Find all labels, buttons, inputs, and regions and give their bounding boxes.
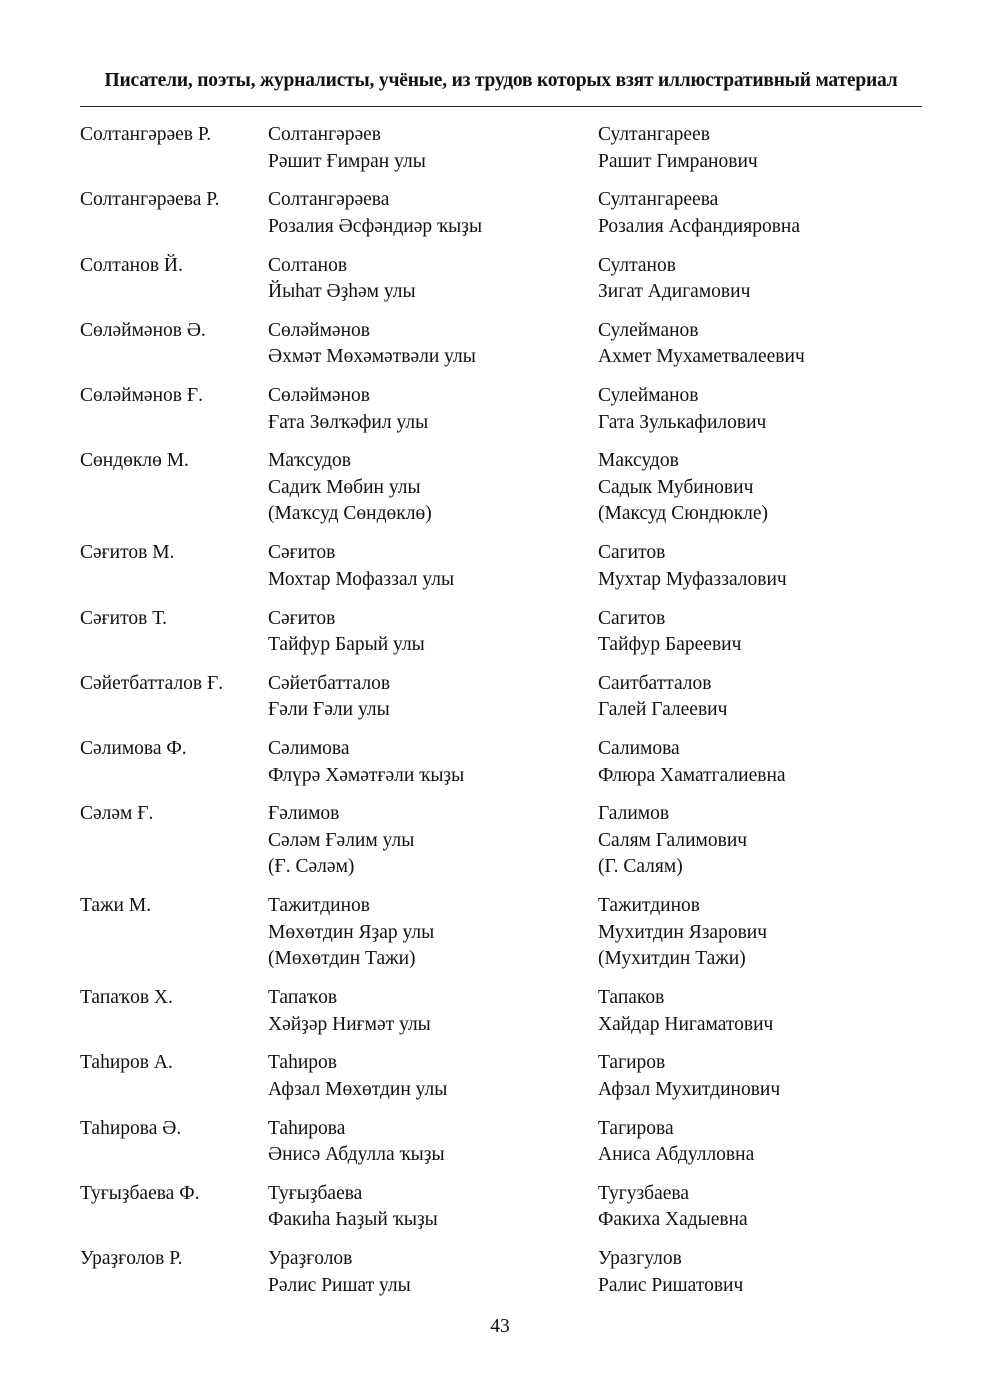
author-short-name: Сәләм Ғ. [80,803,154,825]
native-name-line: Таһирова [268,1117,346,1139]
russian-name-line: Салимова [598,738,680,760]
page-header [80,66,922,107]
russian-name-line: Султангареев [598,124,710,145]
author-native-full-name [268,253,598,306]
native-name-line: Солтанов [268,254,348,276]
author-russian-full-name [598,318,928,371]
author-native-full-name [268,448,598,528]
author-native-full-name [268,540,598,593]
native-name-line: Ураҙғолов [268,1248,353,1270]
author-native-full-name [268,606,598,659]
author-russian-full-name [598,540,928,593]
author-russian-full-name [598,383,928,436]
author-russian-full-name [598,985,928,1038]
author-entry [80,1116,940,1169]
russian-name-line: Хайдар Нигаматович [598,1013,774,1035]
author-short-name: Сөндөклө М. [80,450,189,472]
native-name-line: Тажитдинов [268,895,371,917]
author-entry [80,187,940,240]
author-russian-full-name [598,736,928,789]
native-name-line: Ғата Зөлҡәфил улы [268,411,429,433]
native-name-line: (Маҡсуд Сөндөклө) [268,503,432,525]
native-name-line: Тапаҡов [268,987,338,1009]
native-name-line: Таһиров [268,1052,337,1074]
author-russian-full-name [598,1181,928,1234]
author-entry [80,893,940,973]
native-name-line: Розалия Әсфәндиәр ҡыҙы [268,215,483,237]
native-name-line: Хәйҙәр Ниғмәт улы [268,1013,431,1035]
native-name-line: Мохтар Мофаззал улы [268,568,455,590]
author-russian-full-name [598,122,928,175]
author-native-full-name [268,318,598,371]
author-russian-full-name [598,606,928,659]
author-entry [80,801,940,881]
russian-name-line: Тапаков [598,987,665,1009]
russian-name-line: Мухтар Муфаззалович [598,568,787,590]
author-native-full-name [268,187,598,240]
russian-name-line: Салям Галимович [598,829,748,851]
author-entry [80,383,940,436]
author-entry [80,1181,940,1234]
native-name-line: Сөләймәнов [268,385,370,407]
russian-name-line: Галей Галеевич [598,699,728,721]
author-native-full-name [268,801,598,881]
author-russian-full-name [598,1050,928,1103]
author-short-name: Тапаҡов Х. [80,987,173,1009]
author-russian-full-name [598,187,928,240]
russian-name-line: Сагитов [598,607,666,629]
author-russian-full-name [598,671,928,724]
russian-name-line: (Мухитдин Тажи) [598,948,746,970]
author-russian-full-name [598,1246,928,1299]
russian-name-line: Султанов [598,254,676,276]
native-name-line: Мөхөтдин Яҙар улы [268,921,435,943]
author-native-full-name [268,383,598,436]
author-short-name: Сөләймәнов Ғ. [80,385,203,407]
author-native-full-name [268,1116,598,1169]
author-short-name: Сәғитов М. [80,542,175,564]
russian-name-line: Тагиров [598,1052,666,1074]
author-russian-full-name [598,253,928,306]
russian-name-line: Факиха Хадыевна [598,1209,748,1231]
author-entry [80,671,940,724]
native-name-line: Рәшит Ғимран улы [268,150,426,172]
russian-name-line: Султангареева [598,189,719,211]
author-short-name: Ураҙғолов Р. [80,1248,183,1270]
author-russian-full-name [598,801,928,881]
author-entry [80,253,940,306]
author-russian-full-name [598,893,928,973]
author-native-full-name [268,1181,598,1234]
russian-name-line: Флюра Хаматгалиевна [598,764,786,786]
author-entry [80,985,940,1038]
russian-name-line: Сулейманов [598,319,699,341]
author-native-full-name [268,122,598,175]
russian-name-line: Зигат Адигамович [598,281,751,303]
author-entry [80,448,940,528]
native-name-line: Маҡсудов [268,450,351,472]
author-short-name: Солтангәрәев Р. [80,124,212,145]
native-name-line: Йыһат Әҙһәм улы [268,281,416,303]
russian-name-line: Ахмет Мухаметвалеевич [598,346,805,368]
author-short-name: Сөләймәнов Ә. [80,319,206,341]
russian-name-line: Аниса Абдулловна [598,1144,755,1166]
native-name-line: Флүрә Хәмәтғәли ҡыҙы [268,764,465,786]
native-name-line: Сәләм Ғәлим улы [268,829,415,851]
russian-name-line: Афзал Мухитдинович [598,1078,781,1100]
native-name-line: Туғыҙбаева [268,1182,363,1204]
native-name-line: Афзал Мөхөтдин улы [268,1078,448,1100]
native-name-line: Солтангәрәев [268,124,382,145]
author-native-full-name [268,1246,598,1299]
author-native-full-name [268,893,598,973]
russian-name-line: Тагирова [598,1117,674,1139]
russian-name-line: Саитбатталов [598,672,712,694]
native-name-line: Әхмәт Мөхәмәтвәли улы [268,346,476,368]
author-short-name: Туғыҙбаева Ф. [80,1182,200,1204]
russian-name-line: Мухитдин Язарович [598,921,768,943]
author-short-name: Солтанов Й. [80,254,183,276]
author-entry [80,736,940,789]
author-native-full-name [268,671,598,724]
native-name-line: Сөләймәнов [268,319,370,341]
russian-name-line: Тажитдинов [598,895,701,917]
author-native-full-name [268,1050,598,1103]
native-name-line: Факиһа Һаҙый ҡыҙы [268,1209,438,1231]
author-entry [80,540,940,593]
author-short-name: Таһирова Ә. [80,1117,182,1139]
russian-name-line: Садык Мубинович [598,476,754,498]
author-short-name: Сәғитов Т. [80,607,168,629]
native-name-line: Рәлис Ришат улы [268,1274,411,1296]
russian-name-line: Гата Зулькафилович [598,411,767,433]
author-short-name: Сәлимова Ф. [80,738,187,760]
native-name-line: (Мөхөтдин Тажи) [268,948,416,970]
native-name-line: Ғәлимов [268,803,340,825]
native-name-line: Сәғитов [268,607,336,629]
russian-name-line: Розалия Асфандияровна [598,215,800,237]
russian-name-line: Галимов [598,803,670,825]
author-russian-full-name [598,448,928,528]
russian-name-line: Сагитов [598,542,666,564]
native-name-line: Тайфур Барый улы [268,634,425,656]
russian-name-line: Тайфур Бареевич [598,634,742,656]
native-name-line: Әнисә Абдулла ҡыҙы [268,1144,445,1166]
native-name-line: Садиҡ Мөбин улы [268,476,421,498]
russian-name-line: (Г. Салям) [598,856,683,878]
russian-name-line: (Максуд Сюндюкле) [598,503,769,525]
author-entry [80,606,940,659]
author-list [80,122,940,1312]
page-header-title: Писатели, поэты, журналисты, учёные, из трудов которых взят иллюстративный материал [104,70,898,91]
author-entry [80,122,940,175]
russian-name-line: Сулейманов [598,385,699,407]
author-entry [80,1246,940,1299]
author-short-name: Таһиров А. [80,1052,173,1074]
page-number: 43 [490,1316,510,1337]
russian-name-line: Тугузбаева [598,1182,689,1204]
native-name-line: (Ғ. Сәләм) [268,856,355,878]
author-entry [80,318,940,371]
russian-name-line: Максудов [598,450,679,472]
author-entry [80,1050,940,1103]
native-name-line: Сәғитов [268,542,336,564]
author-short-name: Тажи М. [80,895,152,917]
russian-name-line: Ралис Ришатович [598,1274,744,1296]
russian-name-line: Уразгулов [598,1248,682,1270]
author-short-name: Сәйетбатталов Ғ. [80,672,224,694]
native-name-line: Сәйетбатталов [268,672,391,694]
author-russian-full-name [598,1116,928,1169]
author-short-name: Солтангәрәева Р. [80,189,220,211]
native-name-line: Ғәли Ғәли улы [268,699,390,721]
author-native-full-name [268,985,598,1038]
russian-name-line: Рашит Гимранович [598,150,758,172]
native-name-line: Солтангәрәева [268,189,390,211]
native-name-line: Сәлимова [268,738,350,760]
author-native-full-name [268,736,598,789]
